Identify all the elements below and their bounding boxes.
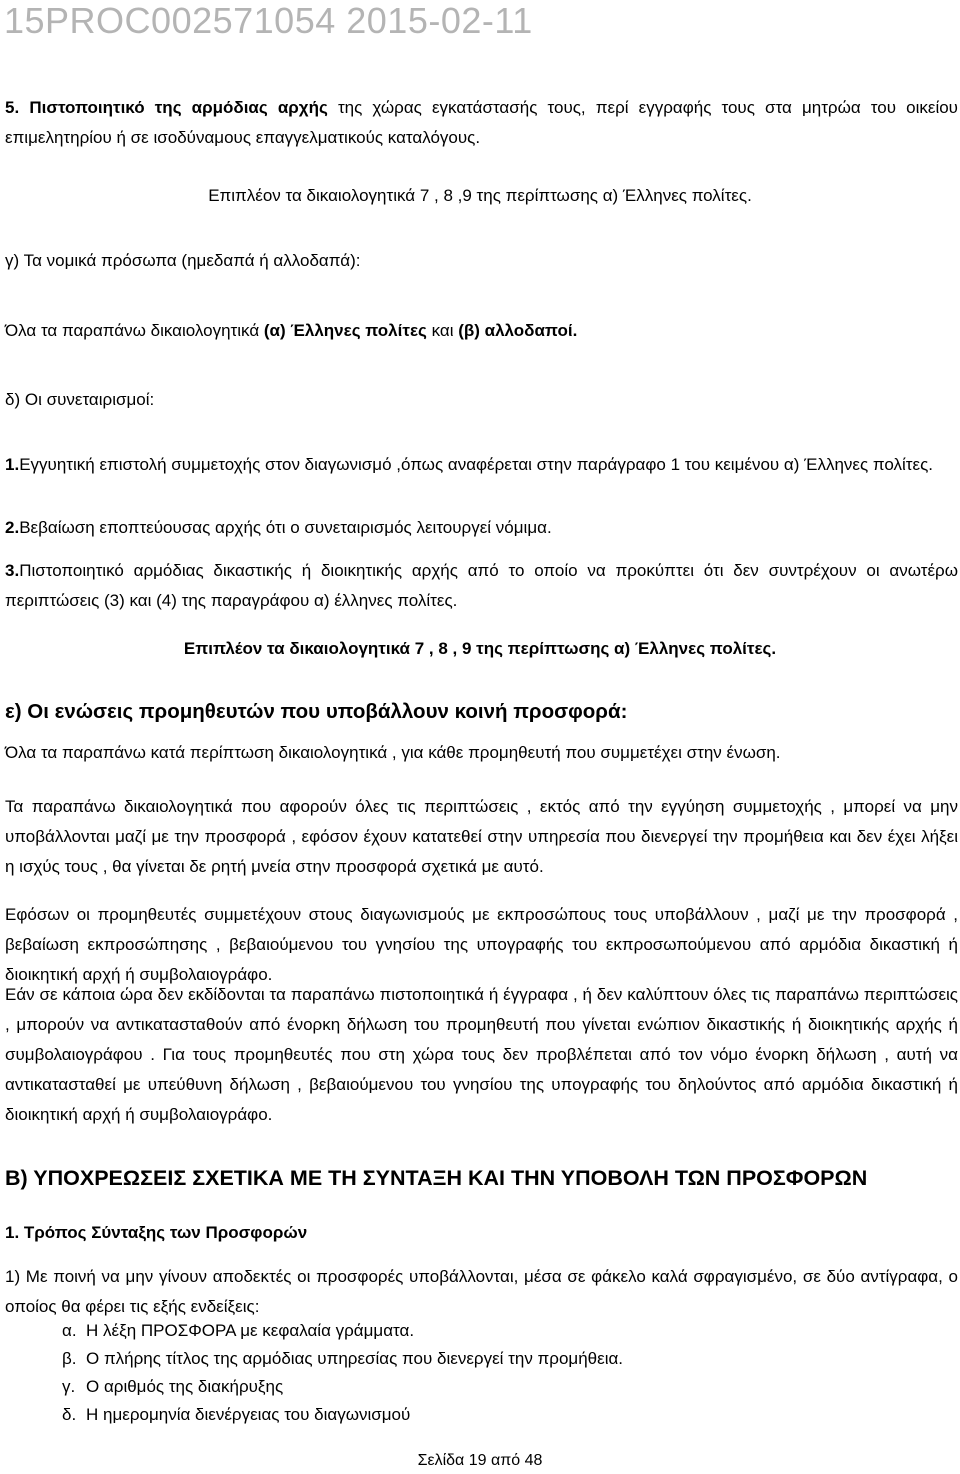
d-item-2-text: Βεβαίωση εποπτεύουσας αρχής ότι ο συνεταιρισμός λειτουργεί νόμιμα. [19,518,552,537]
list-item-d-marker: δ. [62,1405,77,1424]
all-docs-paragraph [5,316,958,346]
section-d-heading: δ) Οι συνεταιρισμοί: [5,390,155,409]
page-number-footer: Σελίδα 19 από 48 [417,1452,543,1469]
section-e-heading: ε) Οι ενώσεις προμηθευτών που υποβάλλουν κοινή προσφορά: [5,700,628,723]
section-e-text: Όλα τα παραπάνω κατά περίπτωση δικαιολογητικά , για κάθε προμηθευτή που συμμετέχει στην ένωση. [5,743,781,762]
d-item-2-number: 2. [5,518,20,537]
d-item-3-text: Πιστοποιητικό αρμόδιας δικαστικής ή διοικητικής αρχής από το οποίο να προκύπτει ότι δεν συντρέχουν οι ανωτέρω περιπτώσεις (3) και (4) της παραγράφου α) έλληνες πολίτες. [5,561,958,610]
document-id-header: 15PROC002571054 2015-02-11 [4,0,533,41]
list-item-b-text: Ο πλήρης τίτλος της αρμόδιας υπηρεσίας που διενεργεί την προμήθεια. [86,1349,624,1368]
list-item-b [62,1345,623,1373]
section-b-heading: Β) ΥΠΟΧΡΕΩΣΕΙΣ ΣΧΕΤΙΚΑ ΜΕ ΤΗ ΣΥΝΤΑΞΗ ΚΑΙ ΤΗΝ ΥΠΟΒΟΛΗ ΤΩΝ ΠΡΟΣΦΟΡΩΝ [5,1166,868,1190]
d-item-1-text: Εγγυητική επιστολή συμμετοχής στον διαγωνισμό ,όπως αναφέρεται στην παράγραφο 1 του κειμένου α) Έλληνες πολίτες. [19,455,934,474]
d-item-3 [5,556,958,616]
item-5-paragraph [5,93,958,153]
extra-docs-note-1: Επιπλέον τα δικαιολογητικά 7 , 8 ,9 της περίπτωσης α) Έλληνες πολίτες. [208,186,752,205]
d-item-2 [5,513,958,543]
list-item-a-marker: α. [62,1321,77,1340]
list-item-a-text: Η λέξη ΠΡΟΣΦΟΡΑ με κεφαλαία γράμματα. [86,1321,415,1340]
paragraph-representatives: Εφόσων οι προμηθευτές συμμετέχουν στους διαγωνισμούς με εκπροσώπους τους υποβάλλουν , μαζί με την προσφορά , βεβαίωση εκπροσώπησης , βεβαιούμενου του γνησίου της υπογραφής του εκπροσωπούμενου από αρμόδια δικαστική ή διοικητική αρχή ή συμβολαιογράφο. [5,905,958,984]
list-item-c-marker: γ. [62,1377,76,1396]
paragraph-documents-note: Τα παραπάνω δικαιολογητικά που αφορούν όλες τις περιπτώσεις , εκτός από την εγγύηση συμμετοχής , μπορεί να μην υποβάλλονται μαζί με την προσφορά , εφόσον έχουν κατατεθεί στην υπηρεσία που διενεργεί την προμήθεια και δεν έχει λήξει η ισχύς τους , θα γίνεται δε ρητή μνεία στην προσφορά σχετικά με αυτό. [5,797,958,876]
item-5-number: 5. [5,98,20,117]
all-docs-foreigners: (β) αλλοδαποί. [458,321,578,340]
all-docs-mid: και [426,321,459,340]
list-item-d [62,1401,410,1429]
d-item-3-number: 3. [5,561,20,580]
extra-docs-note-2: Επιπλέον τα δικαιολογητικά 7 , 8 , 9 της περίπτωσης α) Έλληνες πολίτες. [183,639,777,658]
subsection-1-heading: 1. Τρόπος Σύνταξης των Προσφορών [5,1223,308,1242]
list-item-d-text: Η ημερομηνία διενέργειας του διαγωνισμού [86,1405,411,1424]
d-item-1 [5,450,958,480]
list-item-b-marker: β. [62,1349,77,1368]
item-5-bold-text: Πιστοποιητικό της αρμόδιας αρχής [29,98,328,117]
list-item-c [62,1373,283,1401]
item-5-text: της χώρας εγκατάστασής τους, περί εγγραφής τους στα μητρώα του οικείου επιμελητηρίου ή σε ισοδύναμους επαγγελματικούς καταλόγους. [5,98,958,147]
all-docs-greek-citizens: (α) Έλληνες πολίτες [263,321,427,340]
list-item-c-text: Ο αριθμός της διακήρυξης [86,1377,284,1396]
section-g-heading: γ) Τα νομικά πρόσωπα (ημεδαπά ή αλλοδαπά): [5,251,361,270]
d-item-1-number: 1. [5,455,20,474]
requirement-paragraph-1: 1) Με ποινή να μην γίνουν αποδεκτές οι προσφορές υποβάλλονται, μέσα σε φάκελο καλά σφραγισμένο, σε δύο αντίγραφα, ο οποίος θα φέρει τις εξής ενδείξεις: [5,1267,958,1316]
paragraph-sworn-declaration: Εάν σε κάποια ώρα δεν εκδίδονται τα παραπάνω πιστοποιητικά ή έγγραφα , ή δεν καλύπτουν όλες τις παραπάνω περιπτώσεις , μπορούν να αντικατασταθούν από ένορκη δήλωση του προμηθευτή που γίνεται ενώπιον δικαστικής ή διοικητικής αρχής ή συμβολαιογράφου . Για τους προμηθευτές που στη χώρα τους δεν προβλέπεται από τον νόμο ένορκη δήλωση , αυτή να αντικατασταθεί με υπεύθυνη δήλωση , βεβαιούμενου του γνησίου της υπογραφής του δηλούντος από αρμόδια δικαστική ή διοικητική αρχή ή συμβολαιογράφο. [5,985,958,1124]
list-item-a [62,1317,414,1345]
all-docs-pre: Όλα τα παραπάνω δικαιολογητικά [5,321,264,340]
